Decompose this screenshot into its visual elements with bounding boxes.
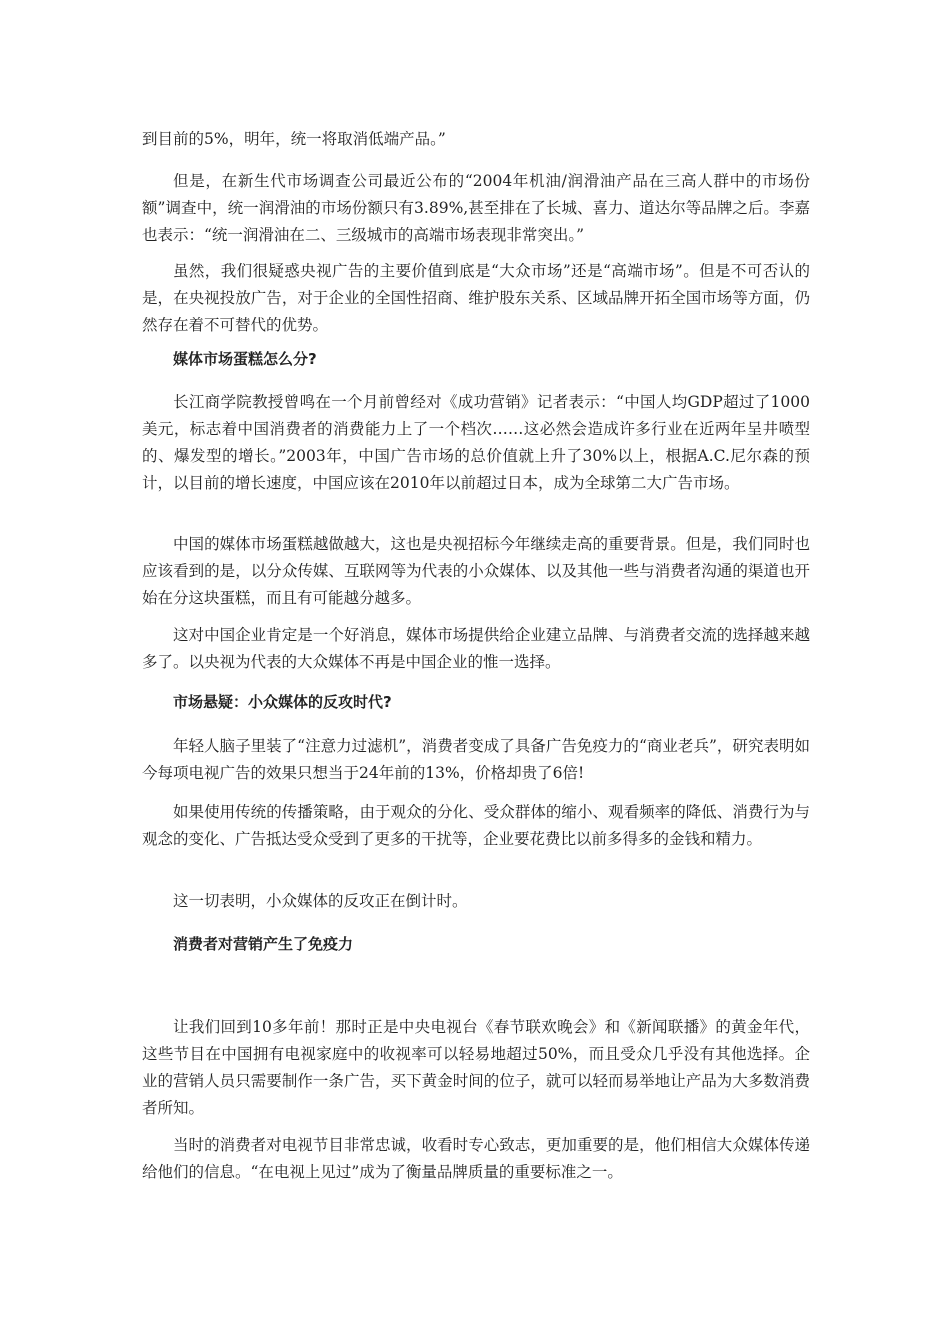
- paragraph: 中国的媒体市场蛋糕越做越大，这也是央视招标今年继续走高的重要背景。但是，我们同时也应该看到的是，以分众传媒、互联网等为代表的小众媒体、以及其他一些与消费者沟通的渠道也开始在分这块蛋糕，而且有可能越分越多。: [142, 535, 810, 607]
- paragraph: 长江商学院教授曾鸣在一个月前曾经对《成功营销》记者表示：“中国人均GDP超过了1000美元，标志着中国消费者的消费能力上了一个档次……这必然会造成许多行业在近两年呈井喷型的、爆发型的增长。”2003年，中国广告市场的总价值就上升了30%以上，根据A.C.尼尔森的预计，以目前的增长速度，中国应该在2010年以前超过日本，成为全球第二大广告市场。: [142, 393, 810, 492]
- paragraph: 但是，在新生代市场调查公司最近公布的“2004年机油/润滑油产品在三高人群中的市场份额”调查中，统一润滑油的市场份额只有3.89%,甚至排在了长城、喜力、道达尔等品牌之后。李嘉也表示：“统一润滑油在二、三级城市的高端市场表现非常突出。”: [142, 172, 810, 244]
- paragraph: 这一切表明，小众媒体的反攻正在倒计时。: [173, 892, 468, 910]
- paragraph: 到目前的5%，明年，统一将取消低端产品。”: [142, 130, 446, 148]
- paragraph: 当时的消费者对电视节目非常忠诚，收看时专心致志，更加重要的是，他们相信大众媒体传递给他们的信息。“在电视上见过”成为了衡量品牌质量的重要标准之一。: [142, 1136, 810, 1181]
- section-heading: 媒体市场蛋糕怎么分?: [173, 350, 317, 368]
- paragraph: 年轻人脑子里装了“注意力过滤机”，消费者变成了具备广告免疫力的“商业老兵”，研究表明如今每项电视广告的效果只想当于24年前的13%，价格却贵了6倍!: [142, 737, 810, 782]
- paragraph: 让我们回到10多年前！那时正是中央电视台《春节联欢晚会》和《新闻联播》的黄金年代，这些节目在中国拥有电视家庭中的收视率可以轻易地超过50%，而且受众几乎没有其他选择。企业的营销人员只需要制作一条广告，买下黄金时间的位子，就可以轻而易举地让产品为大多数消费者所知。: [142, 1018, 810, 1117]
- paragraph: 如果使用传统的传播策略，由于观众的分化、受众群体的缩小、观看频率的降低、消费行为与观念的变化、广告抵达受众受到了更多的干扰等，企业要花费比以前多得多的金钱和精力。: [142, 803, 810, 848]
- section-heading: 消费者对营销产生了免疫力: [173, 935, 354, 953]
- paragraph: 这对中国企业肯定是一个好消息，媒体市场提供给企业建立品牌、与消费者交流的选择越来越多了。以央视为代表的大众媒体不再是中国企业的惟一选择。: [142, 626, 810, 671]
- section-heading: 市场悬疑：小众媒体的反攻时代?: [173, 693, 392, 711]
- paragraph: 虽然，我们很疑惑央视广告的主要价值到底是“大众市场”还是“高端市场”。但是不可否认的是，在央视投放广告，对于企业的全国性招商、维护股东关系、区域品牌开拓全国市场等方面，仍然存在着不可替代的优势。: [142, 262, 810, 334]
